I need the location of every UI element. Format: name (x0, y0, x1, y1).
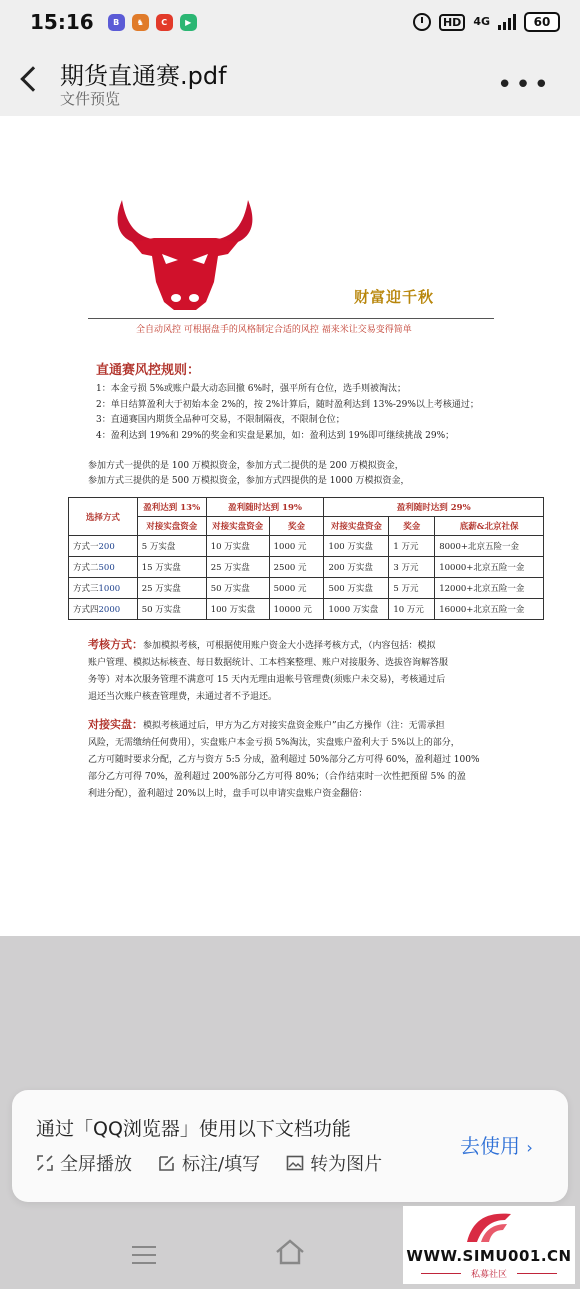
rule-item: 1：本金亏损 5%或账户最大动态回撤 6%时，强平所有仓位，选手则被淘汰； (96, 384, 407, 394)
alarm-icon (413, 13, 431, 31)
cell: 25 万实盘 (137, 578, 206, 599)
live-line: 乙方可随时要求分配，乙方与资方 5:5 分成，盈利超过 50%部分乙方可得 60%，盈利超过 100% (88, 755, 480, 765)
image-icon (286, 1154, 304, 1172)
more-options-icon[interactable]: ••• (496, 70, 552, 100)
exam-line: 参加模拟考核，可根据使用账户资金大小选择考核方式，（内容包括：模拟 (143, 641, 436, 651)
fullscreen-icon (36, 1154, 54, 1172)
fullscreen-label: 全屏播放 (60, 1154, 132, 1175)
cell: 16000+北京五险一金 (435, 599, 544, 620)
hd-badge: HD (439, 14, 465, 31)
app-notification-icon: C (156, 14, 173, 31)
menu-icon[interactable] (132, 1246, 156, 1270)
col-salary: 底薪&北京社保 (435, 517, 544, 536)
cell: 3 万元 (389, 557, 435, 578)
live-line: 模拟考核通过后，甲方为乙方对接实盘资金账户”由乙方操作（注：无需承担 (143, 721, 445, 731)
row-num: 1000 (98, 584, 121, 594)
doc-tagline: 全自动风控 可根据盘手的风格制定合适的风控 福来米让交易变得简单 (136, 325, 412, 335)
status-time: 15:16 (30, 10, 94, 34)
battery-icon: 60 (524, 12, 560, 32)
col-group-29: 盈利随时达到 29% (324, 498, 544, 517)
cell: 8000+北京五险一金 (435, 536, 544, 557)
cell: 500 万实盘 (324, 578, 389, 599)
cell: 50 万实盘 (137, 599, 206, 620)
app-notification-icon: B (108, 14, 125, 31)
rule-item: 3：直通赛国内期货全品种可交易，不限制隔夜，不限制仓位； (96, 415, 345, 425)
table-row (69, 578, 544, 599)
cell: 1000 元 (269, 536, 324, 557)
col-bonus: 奖金 (269, 517, 324, 536)
cell: 5 万元 (389, 578, 435, 599)
row-mode: 方式四 (73, 605, 99, 615)
cell: 1000 万实盘 (324, 599, 389, 620)
play-store-icon: ▶ (180, 14, 197, 31)
cell: 25 万实盘 (206, 557, 269, 578)
cell: 100 万实盘 (324, 536, 389, 557)
cell: 5000 元 (269, 578, 324, 599)
cell: 5 万实盘 (137, 536, 206, 557)
rules-list (96, 382, 479, 444)
file-subtitle: 文件预览 (60, 90, 121, 108)
app-notification-icon: ♞ (132, 14, 149, 31)
exam-line: 务等）对本次服务管理不满意可 15 天内无理由退帐号管理费(须账户未交易)，考核通过后 (88, 675, 446, 685)
pdf-page[interactable] (0, 116, 580, 936)
cell: 100 万实盘 (206, 599, 269, 620)
watermark-logo-icon (459, 1208, 519, 1248)
doc-slogan: 财富迎千秋 (354, 288, 435, 306)
join-line: 参加方式三提供的是 500 万模拟资金，参加方式四提供的是 1000 万模拟资金， (88, 476, 410, 486)
col-fund: 对接实盘资金 (206, 517, 269, 536)
status-app-icons (108, 14, 197, 31)
exam-line: 退还当次账户核查管理费，未通过者不予退还。 (88, 692, 278, 702)
watermark (403, 1206, 575, 1284)
row-num: 200 (98, 542, 115, 552)
live-line: 风险，无需缴纳任何费用），实盘账户本金亏损 5%淘汰，实盘账户盈利大于 5%以上的部分， (88, 738, 460, 748)
col-fund: 对接实盘资金 (324, 517, 389, 536)
row-mode: 方式三 (73, 584, 99, 594)
rule-item: 2：单日结算盈利大于初始本金 2%的，按 2%计算后，随时盈利达到 13%-29%以上考核通过； (96, 399, 479, 410)
use-now-button[interactable] (460, 1130, 533, 1159)
status-bar (0, 0, 580, 44)
row-num: 2000 (98, 605, 121, 615)
col-select: 选择方式 (69, 498, 138, 536)
cell: 1 万元 (389, 536, 435, 557)
row-num: 500 (98, 563, 115, 573)
live-section (88, 716, 498, 803)
signal-icon (498, 14, 516, 30)
join-line: 参加方式一提供的是 100 万模拟资金，参加方式二提供的是 200 万模拟资金， (88, 461, 404, 471)
watermark-sub: 私募社区 (470, 1270, 507, 1280)
network-type: 4G (473, 15, 490, 28)
app-header (0, 44, 580, 116)
file-title: 期货直通赛.pdf (60, 62, 227, 90)
table-row (69, 599, 544, 620)
chevron-right-icon: › (526, 1138, 533, 1157)
banner-options (36, 1150, 382, 1176)
watermark-site: WWW.SIMU001.CN (406, 1247, 572, 1265)
use-now-label: 去使用 (460, 1134, 520, 1158)
live-label: 对接实盘： (88, 718, 143, 731)
live-line: 部分乙方可得 70%，盈利超过 200%部分乙方可得 80%；（合作结束时一次性把预留 5% 的盈 (88, 772, 466, 782)
exam-line: 账户管理、模拟达标核查、每日数据统计、工本档案整理、账户对接服务、选拔咨询解答服 (88, 658, 449, 668)
divider (88, 318, 494, 319)
cell: 10 万元 (389, 599, 435, 620)
divider (517, 1273, 557, 1274)
live-line: 利进分配），盈利超过 20%以上时，盘手可以申请实盘账户资金翻倍： (88, 789, 368, 799)
rule-item: 4：盈利达到 19%和 29%的奖金和实盘是累加，如：盈利达到 19%即可继续挑战 29%； (96, 430, 455, 441)
cell: 200 万实盘 (324, 557, 389, 578)
annotate-option[interactable] (158, 1150, 260, 1176)
cell: 10000 元 (269, 599, 324, 620)
cell: 10000+北京五险一金 (435, 557, 544, 578)
annotate-label: 标注/填写 (182, 1154, 261, 1175)
table-row (69, 557, 544, 578)
prize-table (68, 497, 544, 620)
cell: 2500 元 (269, 557, 324, 578)
qq-browser-banner[interactable] (12, 1090, 568, 1202)
join-text (88, 459, 410, 489)
cell: 10 万实盘 (206, 536, 269, 557)
col-bonus: 奖金 (389, 517, 435, 536)
home-icon[interactable] (274, 1238, 306, 1266)
rules-title: 直通赛风控规则： (96, 363, 201, 378)
cell: 15 万实盘 (137, 557, 206, 578)
bull-logo-icon (110, 194, 260, 314)
col-fund: 对接实盘资金 (137, 517, 206, 536)
cell: 12000+北京五险一金 (435, 578, 544, 599)
to-image-label: 转为图片 (310, 1154, 383, 1175)
exam-section (88, 636, 498, 706)
to-image-option[interactable] (286, 1150, 382, 1176)
back-icon[interactable] (20, 66, 45, 91)
col-group-19: 盈利随时达到 19% (206, 498, 324, 517)
edit-icon (158, 1154, 176, 1172)
row-mode: 方式一 (73, 542, 99, 552)
cell: 50 万实盘 (206, 578, 269, 599)
col-group-13: 盈利达到 13% (137, 498, 206, 517)
table-row (69, 536, 544, 557)
exam-label: 考核方式： (88, 638, 143, 651)
row-mode: 方式二 (73, 563, 99, 573)
banner-title: 通过「QQ浏览器」使用以下文档功能 (36, 1118, 351, 1140)
fullscreen-option[interactable] (36, 1150, 132, 1176)
